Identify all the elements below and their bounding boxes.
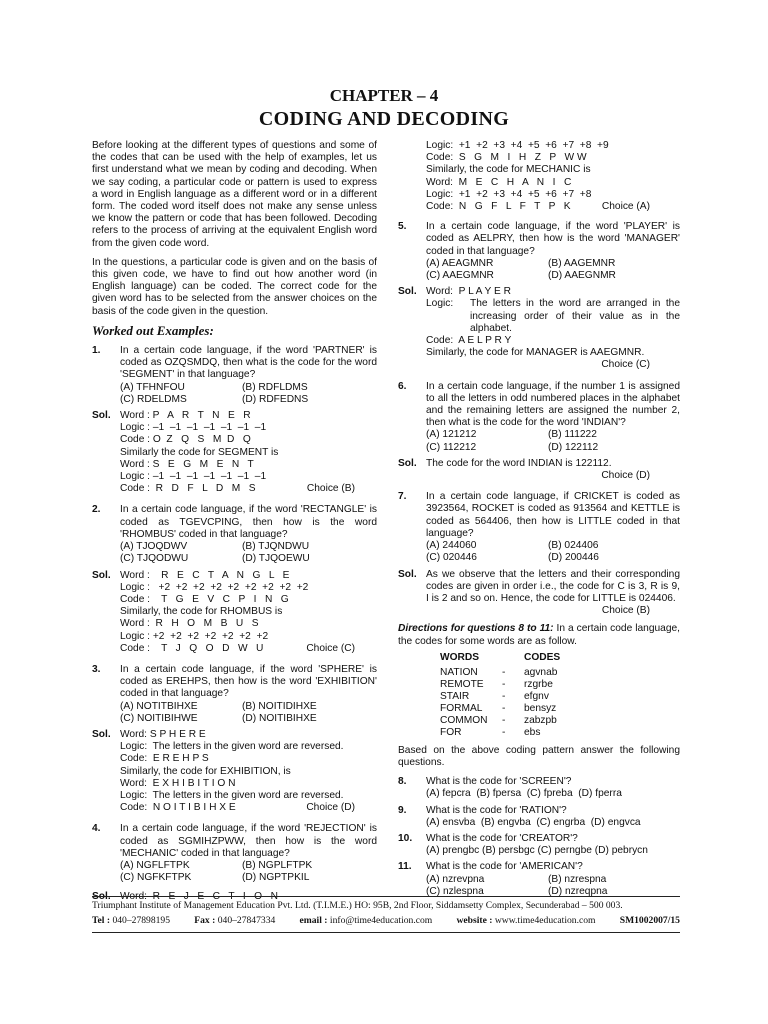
solution-6 <box>398 458 680 482</box>
solution-line: Similarly, the code for RHOMBUS is <box>120 606 283 618</box>
directions-label: Directions for questions 8 to 11: <box>398 623 554 635</box>
question-text: In a certain code language, if the number 1 is assigned to all the letters in odd numbered places in the alphabet and the remaining letters are assigned the number 2, then what is the code for the word 'INDIAN'? <box>426 380 680 429</box>
question-8 <box>398 776 680 800</box>
directions <box>398 623 680 647</box>
code-cell: zabzpb <box>524 714 557 726</box>
options <box>120 382 377 406</box>
dash-cell: - <box>502 726 506 738</box>
option-d: (D) NOITIBIHXE <box>242 712 317 724</box>
option-b: (B) TJQNDWU <box>242 541 310 553</box>
solution-3 <box>92 729 377 814</box>
solution-label: Sol. <box>398 568 417 580</box>
table-row <box>440 727 560 739</box>
option-d: (D) AAEGNMR <box>548 270 616 282</box>
logic-label: Logic: <box>426 298 454 310</box>
solution-line: Logic: +1 +2 +3 +4 +5 +6 +7 +8 +9 <box>426 140 609 151</box>
option-c: (C) 020446 <box>426 552 477 564</box>
solution-line: Code : O Z Q S M D Q <box>120 434 251 446</box>
solution-line: Word: P L A Y E R <box>426 286 511 298</box>
word-cell: STAIR <box>440 690 470 702</box>
question-4 <box>92 823 377 884</box>
directions-text: In a certain code language, the codes for some words are as follow. <box>398 623 680 647</box>
document-code: SM1002007/15 <box>619 915 680 926</box>
dash-cell: - <box>502 678 506 690</box>
question-text: What is the code for 'AMERICAN'? <box>426 861 583 873</box>
word-cell: REMOTE <box>440 678 484 690</box>
solution-line: Logic: The letters in the given word are reversed. <box>120 741 344 753</box>
directions-followup: Based on the above coding pattern answer the following questions. <box>398 744 680 768</box>
solution-line: Word: R E J E C T I O N <box>120 891 278 903</box>
question-number: 9. <box>398 804 407 816</box>
fax-label: Fax : <box>194 915 216 926</box>
question-text: In a certain code language, if the word 'RECTANGLE' is coded as TGEVCPING, then how is the word 'RHOMBUS' coded in that language? <box>120 504 377 540</box>
question-5 <box>398 221 680 282</box>
question-3 <box>92 664 377 725</box>
option-a: (A) AEAGMNR <box>426 257 494 269</box>
answer-choice: Choice (D) <box>601 470 650 482</box>
footer-address: Triumphant Institute of Management Education Pvt. Ltd. (T.I.M.E.) HO: 95B, 2nd Floor, Siddamsetty Complex, Secunderabad – 500 003. <box>92 900 623 911</box>
option-c: (C) RDELDMS <box>120 393 187 405</box>
dash-cell: - <box>502 690 506 702</box>
intro-paragraph-1: Before looking at the different types of questions and some of the codes that can be used with the help of examples, let us first understand what we mean by coding and decoding. When we say coding, a particular code or pattern is used to express a word in English language as a different word or in a different form. The coded word itself does not make any sense unless we know the pattern or code that has been followed. Decoding refers to the process of arriving at the equivalent English word from the given code word. <box>92 140 377 249</box>
question-text: In a certain code language, if the word 'PLAYER' is coded as AELPRY, then how is the word 'MANAGER' coded in that language? <box>426 221 680 257</box>
solution-line: Code: E R E H P S <box>120 753 209 765</box>
options: (A) prengbc (B) persbgc (C) perngbe (D) pebrycn <box>426 845 648 857</box>
answer-choice: Choice (C) <box>306 642 355 654</box>
question-number: 4. <box>92 823 101 835</box>
solution-label: Sol. <box>92 891 111 903</box>
option-c: (C) NGFKFTPK <box>120 872 192 884</box>
column-header-codes: CODES <box>524 651 561 663</box>
intro-paragraph-2: In the questions, a particular code is given and on the basis of this given code, we have to find out how another word (in English language) can be coded. The correct code for the given word has to be selected from the answer choices on the basis of the code given in the question. <box>92 256 377 317</box>
question-text: What is the code for 'CREATOR'? <box>426 832 578 844</box>
solution-line: Logic: The letters in the given word are reversed. <box>120 789 344 801</box>
chapter-title: CODING AND DECODING <box>258 108 510 130</box>
codes-table <box>440 652 560 739</box>
option-a: (A) 244060 <box>426 540 477 552</box>
dash-cell: - <box>502 714 506 726</box>
website-url: www.time4education.com <box>494 915 596 926</box>
question-1 <box>92 345 377 406</box>
options: (A) fepcra (B) fpersa (C) fpreba (D) fperra <box>426 788 622 800</box>
option-d: (D) 200446 <box>548 552 599 564</box>
answer-choice: Choice (A) <box>601 201 650 213</box>
tel-number: 040–27898195 <box>112 915 171 926</box>
answer-choice: Choice (D) <box>306 802 355 814</box>
question-number: 8. <box>398 776 407 788</box>
solution-line: Word : P A R T N E R <box>120 410 251 422</box>
page-footer <box>92 896 680 927</box>
code-cell: ebs <box>524 726 541 738</box>
option-c: (C) nzlespna <box>426 885 484 897</box>
option-a: (A) 121212 <box>426 429 477 441</box>
solution-line: Word : R E C T A N G L E <box>120 569 290 581</box>
option-d: (D) TJQOEWU <box>242 553 310 565</box>
left-column <box>92 140 377 904</box>
question-text: What is the code for 'RATION'? <box>426 804 567 816</box>
solution-label: Sol. <box>92 569 111 581</box>
option-b: (B) nzrespna <box>548 873 607 885</box>
table-row <box>440 667 560 679</box>
question-text: In a certain code language, if the word 'REJECTION' is coded as SGMIHZPWW, then how is the word 'MECHANIC' coded in that language? <box>120 823 377 859</box>
question-10 <box>398 833 680 857</box>
solution-5 <box>398 286 680 371</box>
options <box>120 860 377 884</box>
option-c: (C) NOITIBIHWE <box>120 712 198 724</box>
option-a: (A) NOTITBIHXE <box>120 700 198 712</box>
solution-label: Sol. <box>92 728 111 740</box>
options <box>426 258 680 282</box>
table-row <box>440 691 560 703</box>
dash-cell: - <box>502 666 506 678</box>
question-text: In a certain code language, if the word 'PARTNER' is coded as OZQSMDQ, then what is the code for the word 'SEGMENT' in that language? <box>120 345 377 381</box>
solution-line: Word : S E G M E N T <box>120 458 254 470</box>
word-cell: FORMAL <box>440 702 483 714</box>
option-b: (B) RDFLDMS <box>242 381 308 393</box>
footer-contacts <box>92 912 680 927</box>
options <box>120 701 377 725</box>
options <box>426 874 680 898</box>
code-cell: bensyz <box>524 702 557 714</box>
answer-choice: Choice (C) <box>601 359 650 371</box>
question-6 <box>398 381 680 454</box>
column-header-words: WORDS <box>440 651 480 663</box>
solution-1 <box>92 410 377 495</box>
word-cell: NATION <box>440 666 478 678</box>
solution-line: Code : T J Q O D W U <box>120 642 264 654</box>
answer-choice: Choice (B) <box>601 605 650 617</box>
solution-line: Logic : –1 –1 –1 –1 –1 –1 –1 <box>120 422 267 434</box>
solution-label: Sol. <box>92 410 111 422</box>
solution-line: Code: A E L P R Y <box>426 335 512 347</box>
solution-label: Sol. <box>398 457 417 469</box>
solution-line: Code: S G M I H Z P W W <box>426 152 587 164</box>
question-9 <box>398 805 680 829</box>
dash-cell: - <box>502 702 506 714</box>
question-number: 6. <box>398 380 407 392</box>
solution-line: Logic : –1 –1 –1 –1 –1 –1 –1 <box>120 471 267 483</box>
option-a: (A) nzrevpna <box>426 873 485 885</box>
solution-line: As we observe that the letters and their corresponding codes are given in order i.e., the code for C is 3, R is 9, I is 2 and so on. Hence, the code for LITTLE is 024406. <box>426 568 680 604</box>
question-number: 11. <box>398 861 412 873</box>
question-number: 1. <box>92 345 101 357</box>
option-d: (D) nzreqpna <box>548 885 608 897</box>
tel-label: Tel : <box>92 915 111 926</box>
solution-line: Similarly, the code for MANAGER is AAEGMNR. <box>426 347 645 359</box>
solution-line: Word: M E C H A N I C <box>426 176 572 188</box>
option-d: (D) RDFEDNS <box>242 393 309 405</box>
option-b: (B) NOITIDIHXE <box>242 700 317 712</box>
question-number: 10. <box>398 832 413 844</box>
email-label: email : <box>299 915 328 926</box>
solution-label: Sol. <box>398 286 417 298</box>
word-cell: COMMON <box>440 714 488 726</box>
question-2 <box>92 504 377 565</box>
option-b: (B) 024406 <box>548 540 599 552</box>
solution-2 <box>92 570 377 655</box>
solution-line: Logic: +1 +2 +3 +4 +5 +6 +7 +8 <box>426 188 592 200</box>
option-a: (A) NGFLFTPK <box>120 859 190 871</box>
solution-4-continued <box>398 140 680 213</box>
option-d: (D) 122112 <box>548 441 599 453</box>
question-number: 7. <box>398 491 407 503</box>
worked-examples-heading: Worked out Examples: <box>92 322 214 338</box>
option-b: (B) AAGEMNR <box>548 257 616 269</box>
question-text: What is the code for 'SCREEN'? <box>426 776 572 788</box>
word-cell: FOR <box>440 726 462 738</box>
code-cell: agvnab <box>524 666 558 678</box>
solution-line: Word: S P H E R E <box>120 728 206 740</box>
table-row <box>440 679 560 691</box>
solution-line: Word: E X H I B I T I O N <box>120 777 236 789</box>
solution-line: Logic : +2 +2 +2 +2 +2 +2 +2 +2 +2 <box>120 581 309 593</box>
code-cell: rzgrbe <box>524 678 553 690</box>
option-a: (A) TFHNFOU <box>120 381 185 393</box>
table-row <box>440 715 560 727</box>
solution-line: Code : T G E V C P I N G <box>120 593 289 605</box>
footer-bottom-rule <box>92 932 680 933</box>
options <box>426 540 680 564</box>
table-row <box>440 703 560 715</box>
chapter-number: CHAPTER – 4 <box>329 86 439 105</box>
code-cell: efgnv <box>524 690 549 702</box>
option-c: (C) TJQODWU <box>120 553 189 565</box>
options: (A) ensvba (B) engvba (C) engrba (D) engvca <box>426 816 641 828</box>
option-b: (B) NGPLFTPK <box>242 859 313 871</box>
solution-line: Word : R H O M B U S <box>120 618 259 630</box>
solution-line: Similarly, the code for MECHANIC is <box>426 164 591 176</box>
option-d: (D) NGPTPKIL <box>242 872 310 884</box>
options <box>426 429 680 453</box>
solution-line: Code: N O I T I B I H X E <box>120 802 236 814</box>
options <box>120 541 377 565</box>
solution-line: Similarly the code for SEGMENT is <box>120 446 279 458</box>
answer-choice: Choice (B) <box>306 483 355 495</box>
solution-7 <box>398 569 680 618</box>
fax-number: 040–27847334 <box>217 915 276 926</box>
solution-line: The code for the word INDIAN is 122112. <box>426 457 612 469</box>
solution-line: The letters in the word are arranged in the increasing order of their value as in the alphabet. <box>470 298 680 334</box>
website-label: website : <box>456 915 493 926</box>
solution-line: Similarly, the code for EXHIBITION, is <box>120 765 291 777</box>
solution-line: Code: N G F L F T P K <box>426 201 571 213</box>
question-number: 5. <box>398 221 407 233</box>
question-7 <box>398 491 680 564</box>
solution-line: Logic : +2 +2 +2 +2 +2 +2 +2 <box>120 630 269 642</box>
right-column <box>398 140 680 898</box>
option-c: (C) AAEGMNR <box>426 270 494 282</box>
question-text: In a certain code language, if CRICKET is coded as 3923564, ROCKET is coded as 913564 and KETTLE is coded as 564406, then how is LITTLE coded in that language? <box>426 491 680 539</box>
option-b: (B) 111222 <box>548 429 597 441</box>
question-11 <box>398 861 680 898</box>
solution-line: Code : R D F L D M S <box>120 483 256 495</box>
question-number: 3. <box>92 663 101 675</box>
email-address: info@time4education.com <box>329 915 433 926</box>
question-text: In a certain code language, if the word 'SPHERE' is coded as EREHPS, then how is the word 'EXHIBITION' coded in that language? <box>120 663 377 700</box>
question-number: 2. <box>92 504 101 516</box>
option-c: (C) 112212 <box>426 441 477 453</box>
option-a: (A) TJOQDWV <box>120 541 188 553</box>
